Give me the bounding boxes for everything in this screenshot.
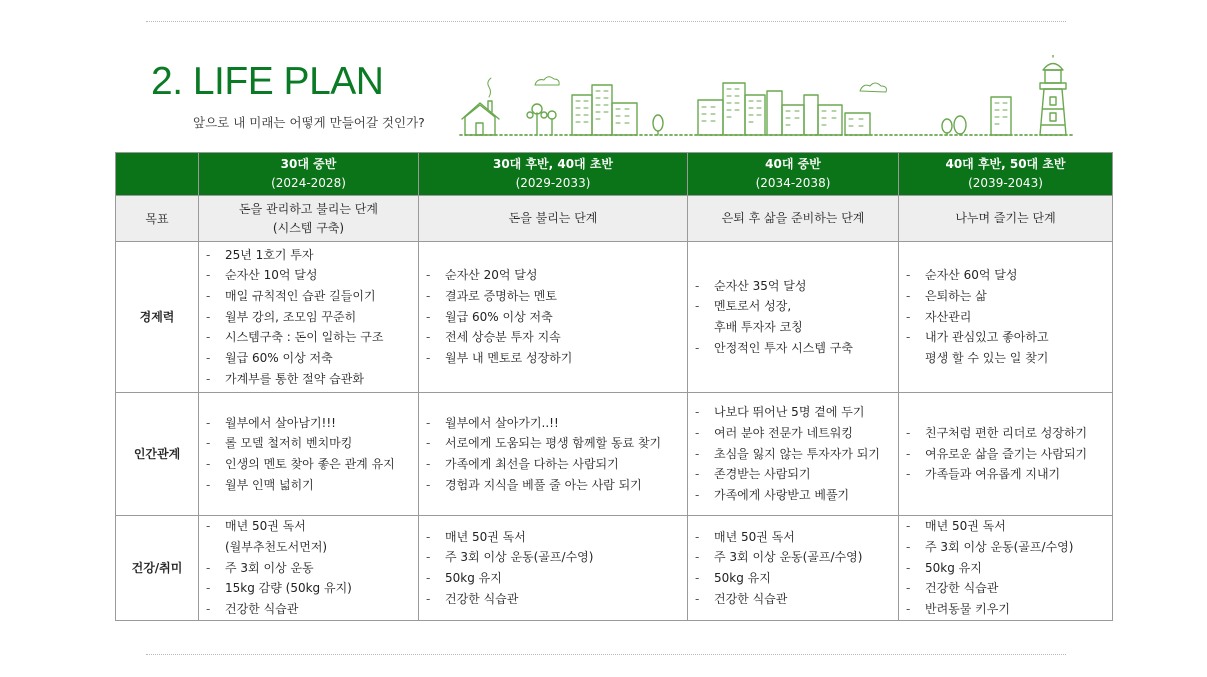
list-item: - 주 3회 이상 운동(골프/수영) [426,547,687,568]
city-skyline-illustration [455,55,1080,140]
list-item: - 인생의 멘토 찾아 좋은 관계 유지 [206,454,418,475]
period-header-1 [199,153,419,196]
goal-cell-4 [899,196,1113,242]
top-divider [146,21,1066,22]
list-item: - 내가 관심있고 좋아하고 [906,327,1112,348]
list-item: - 주 3회 이상 운동 [206,558,418,579]
list-item: - 멘토로서 성장, [695,296,898,317]
list-item: - 은퇴하는 삶 [906,286,1112,307]
list-item: - 순자산 60억 달성 [906,265,1112,286]
period-years: (2034-2038) [755,176,831,190]
relationships-cell-4 [899,393,1113,516]
list-item: - 시스템구축 : 돈이 일하는 구조 [206,327,418,348]
list-item: - 월부에서 살아남기!!! [206,413,418,434]
list-item: - 서로에게 도움되는 평생 함께할 동료 찾기 [426,433,687,454]
list-item: - 매년 50권 독서 [906,516,1112,537]
goal-cell-1 [199,196,419,242]
relationships-row-label: 인간관계 [116,393,199,516]
period-header-4 [899,153,1113,196]
list-item: - 순자산 35억 달성 [695,276,898,297]
period-label: 30대 중반 [280,157,337,171]
list-item: - 월부에서 살아가기..!! [426,413,687,434]
list-item: - 건강한 식습관 [206,599,418,620]
period-years: (2039-2043) [968,176,1043,190]
economy-cell-3 [688,242,899,393]
list-item: - 초심을 잃지 않는 투자자가 되기 [695,444,898,465]
period-years: (2024-2028) [271,176,346,190]
period-label: 40대 중반 [765,157,821,171]
list-item: - 여러 분야 전문가 네트워킹 [695,423,898,444]
list-item: 후배 투자자 코칭 [714,320,803,334]
relationships-cell-1 [199,393,419,516]
goal-text: 돈을 관리하고 불리는 단계 [239,201,378,216]
list-item: - 안정적인 투자 시스템 구축 [695,338,898,359]
list-item: - 주 3회 이상 운동(골프/수영) [695,547,898,568]
list-item: - 월급 60% 이상 저축 [206,348,418,369]
goal-text: (시스템 구축) [272,220,345,235]
list-item: - 가족에게 사랑받고 베풀기 [695,485,898,506]
list-item: - 매년 50권 독서 [426,527,687,548]
bullet-list [688,527,898,610]
bullet-list [688,402,898,506]
bullet-list [199,413,418,496]
period-header-2 [419,153,688,196]
period-years: (2029-2033) [515,176,591,190]
goal-row [116,196,1113,242]
list-item: 평생 할 수 있는 일 찾기 [925,351,1049,366]
list-item: - 매년 50권 독서 [206,516,418,537]
period-header-row [116,153,1113,196]
goal-row-label: 목표 [116,196,199,242]
period-header-3 [688,153,899,196]
list-item: - 월부 강의, 조모임 꾸준히 [206,307,418,328]
goal-text: 나누며 즐기는 단계 [955,211,1056,225]
period-label: 40대 후반, 50대 초반 [945,157,1066,171]
bullet-list [419,527,687,610]
goal-text: 돈을 불리는 단계 [508,211,598,225]
bullet-list [899,516,1112,620]
list-item: - 결과로 증명하는 멘토 [426,286,687,307]
bullet-list [899,423,1112,485]
health-hobby-cell-1 [199,516,419,621]
list-item: (월부추천도서먼저) [225,539,328,554]
economy-cell-4 [899,242,1113,393]
list-item: - 가족에게 최선을 다하는 사람되기 [426,454,687,475]
economy-row [116,242,1113,393]
list-item: - 건강한 식습관 [426,589,687,610]
page-subtitle: 앞으로 내 미래는 어떻게 만들어갈 것인가? [193,115,425,130]
list-item: - 50kg 유지 [906,558,1112,579]
list-item: - 경험과 지식을 베풀 줄 아는 사람 되기 [426,475,687,496]
economy-row-label: 경제력 [116,242,199,393]
goal-text: 은퇴 후 삶을 준비하는 단계 [721,211,865,225]
list-item: - 존경받는 사람되기 [695,464,898,485]
bullet-list [899,265,1112,369]
goal-cell-2 [419,196,688,242]
list-item: - 순자산 20억 달성 [426,265,687,286]
relationships-cell-3 [688,393,899,516]
list-item: - 월부 인맥 넓히기 [206,475,418,496]
list-item: - 가계부를 통한 절약 습관화 [206,369,418,390]
period-label: 30대 후반, 40대 초반 [492,157,614,171]
economy-cell-2 [419,242,688,393]
list-item: - 건강한 식습관 [906,578,1112,599]
list-item: - 전세 상승분 투자 지속 [426,327,687,348]
list-item: - 친구처럼 편한 리더로 성장하기 [906,423,1112,444]
life-plan-table [115,152,1113,621]
health-hobby-cell-3 [688,516,899,621]
list-item: - 가족들과 여유롭게 지내기 [906,464,1112,485]
list-item: - 월부 내 멘토로 성장하기 [426,348,687,369]
list-item: - 여유로운 삶을 즐기는 사람되기 [906,444,1112,465]
header-corner-cell [116,153,199,196]
bottom-divider [146,654,1066,655]
bullet-list [199,516,418,620]
bullet-list [419,265,687,369]
list-item: - 매일 규칙적인 습관 길들이기 [206,286,418,307]
list-item: - 50kg 유지 [426,568,687,589]
health-hobby-cell-4 [899,516,1113,621]
page-title: 2. LIFE PLAN [151,60,384,103]
list-item: - 주 3회 이상 운동(골프/수영) [906,537,1112,558]
health-hobby-row-label: 건강/취미 [116,516,199,621]
list-item: - 자산관리 [906,307,1112,328]
goal-cell-3 [688,196,899,242]
list-item: - 나보다 뛰어난 5명 곁에 두기 [695,402,898,423]
bullet-list [688,276,898,359]
bullet-list [419,413,687,496]
economy-cell-1 [199,242,419,393]
health-hobby-cell-2 [419,516,688,621]
bullet-list [199,245,418,390]
list-item: - 매년 50권 독서 [695,527,898,548]
list-item: - 50kg 유지 [695,568,898,589]
list-item: - 15kg 감량 (50kg 유지) [206,578,418,599]
list-item: - 롤 모델 철저히 벤치마킹 [206,433,418,454]
relationships-row [116,393,1113,516]
list-item: - 25년 1호기 투자 [206,245,418,266]
list-item: - 반려동물 키우기 [906,599,1112,620]
relationships-cell-2 [419,393,688,516]
list-item: - 건강한 식습관 [695,589,898,610]
list-item: - 순자산 10억 달성 [206,265,418,286]
health-hobby-row [116,516,1113,621]
list-item: - 월급 60% 이상 저축 [426,307,687,328]
